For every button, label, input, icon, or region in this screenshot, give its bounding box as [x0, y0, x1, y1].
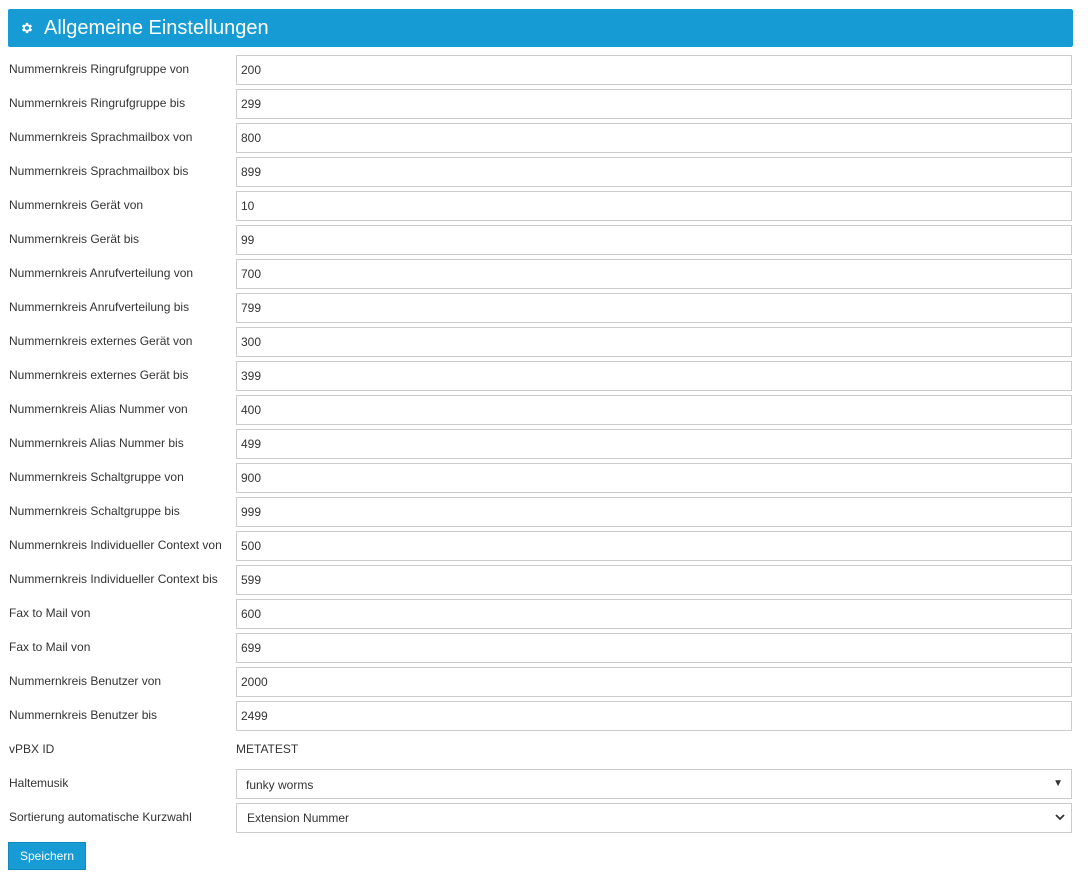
- form-row-schaltgruppe-bis: [0, 497, 1088, 531]
- sortierung-selected-value: Extension Nummer: [247, 811, 350, 825]
- context-bis-input[interactable]: [236, 565, 1072, 595]
- form-row-benutzer-von: [0, 667, 1088, 701]
- field-label: Nummernkreis Ringrufgruppe bis: [9, 96, 186, 110]
- field-label: Nummernkreis Sprachmailbox von: [9, 130, 193, 144]
- schaltgruppe-bis-input[interactable]: [236, 497, 1072, 527]
- form-row-vpbx-id: [0, 735, 1088, 769]
- field-label: Fax to Mail von: [9, 606, 91, 620]
- form-row-geraet-bis: [0, 225, 1088, 259]
- field-label: Nummernkreis externes Gerät bis: [9, 368, 189, 382]
- form-row-fax-to-mail-von: [0, 599, 1088, 633]
- form-row-schaltgruppe-von: [0, 463, 1088, 497]
- form-row-alias-nummer-bis: [0, 429, 1088, 463]
- context-von-input[interactable]: [236, 531, 1072, 561]
- field-label: Nummernkreis Benutzer bis: [9, 708, 158, 722]
- field-label: Nummernkreis Benutzer von: [9, 674, 162, 688]
- field-label: Nummernkreis Gerät von: [9, 198, 144, 212]
- field-label: Nummernkreis Individueller Context bis: [9, 572, 218, 586]
- caret-down-icon: ▼: [1053, 778, 1063, 789]
- settings-form: [0, 55, 1088, 837]
- form-row-fax-to-mail-bis: [0, 633, 1088, 667]
- form-row-sprachmailbox-von: [0, 123, 1088, 157]
- form-row-externes-geraet-bis: [0, 361, 1088, 395]
- form-row-anrufverteilung-bis: [0, 293, 1088, 327]
- form-row-context-bis: [0, 565, 1088, 599]
- sprachmailbox-bis-input[interactable]: [236, 157, 1072, 187]
- form-row-benutzer-bis: [0, 701, 1088, 735]
- field-label: Nummernkreis Alias Nummer von: [9, 402, 188, 416]
- ringrufgruppe-von-input[interactable]: [236, 55, 1072, 85]
- schaltgruppe-von-input[interactable]: [236, 463, 1072, 493]
- form-row-ringrufgruppe-bis: [0, 89, 1088, 123]
- field-label: Fax to Mail von: [9, 640, 91, 654]
- save-button[interactable]: Speichern: [8, 842, 86, 870]
- panel-header: [8, 9, 1073, 47]
- field-label: Nummernkreis Individueller Context von: [9, 538, 222, 552]
- haltemusik-selected-value: funky worms: [246, 778, 314, 792]
- alias-nummer-bis-input[interactable]: [236, 429, 1072, 459]
- form-row-geraet-von: [0, 191, 1088, 225]
- sortierung-select[interactable]: [236, 803, 1072, 833]
- field-label: Nummernkreis Schaltgruppe von: [9, 470, 184, 484]
- field-label: Nummernkreis Anrufverteilung bis: [9, 300, 190, 314]
- field-label: Nummernkreis Schaltgruppe bis: [9, 504, 180, 518]
- ringrufgruppe-bis-input[interactable]: [236, 89, 1072, 119]
- form-row-sprachmailbox-bis: [0, 157, 1088, 191]
- geraet-bis-input[interactable]: [236, 225, 1072, 255]
- gear-icon: [20, 21, 34, 35]
- haltemusik-select[interactable]: [236, 769, 1072, 799]
- form-row-haltemusik: [0, 769, 1088, 803]
- form-row-alias-nummer-von: [0, 395, 1088, 429]
- anrufverteilung-bis-input[interactable]: [236, 293, 1072, 323]
- externes-geraet-von-input[interactable]: [236, 327, 1072, 357]
- benutzer-von-input[interactable]: [236, 667, 1072, 697]
- haltemusik-label: Haltemusik: [9, 776, 69, 790]
- alias-nummer-von-input[interactable]: [236, 395, 1072, 425]
- externes-geraet-bis-input[interactable]: [236, 361, 1072, 391]
- form-row-sortierung: [0, 803, 1088, 837]
- field-label: Nummernkreis externes Gerät von: [9, 334, 193, 348]
- fax-to-mail-von-input[interactable]: [236, 599, 1072, 629]
- sortierung-label: Sortierung automatische Kurzwahl: [9, 810, 192, 824]
- page-title: Allgemeine Einstellungen: [44, 17, 269, 39]
- fax-to-mail-bis-input[interactable]: [236, 633, 1072, 663]
- field-label: Nummernkreis Alias Nummer bis: [9, 436, 184, 450]
- anrufverteilung-von-input[interactable]: [236, 259, 1072, 289]
- field-label: Nummernkreis Sprachmailbox bis: [9, 164, 189, 178]
- geraet-von-input[interactable]: [236, 191, 1072, 221]
- benutzer-bis-input[interactable]: [236, 701, 1072, 731]
- form-row-externes-geraet-von: [0, 327, 1088, 361]
- form-row-ringrufgruppe-von: [0, 55, 1088, 89]
- field-label: Nummernkreis Ringrufgruppe von: [9, 62, 190, 76]
- field-label: Nummernkreis Gerät bis: [9, 232, 140, 246]
- sprachmailbox-von-input[interactable]: [236, 123, 1072, 153]
- vpbx-id-label: vPBX ID: [9, 742, 55, 756]
- form-row-context-von: [0, 531, 1088, 565]
- form-row-anrufverteilung-von: [0, 259, 1088, 293]
- chevron-down-icon: [1054, 810, 1066, 827]
- vpbx-id-value: METATEST: [236, 742, 299, 756]
- field-label: Nummernkreis Anrufverteilung von: [9, 266, 194, 280]
